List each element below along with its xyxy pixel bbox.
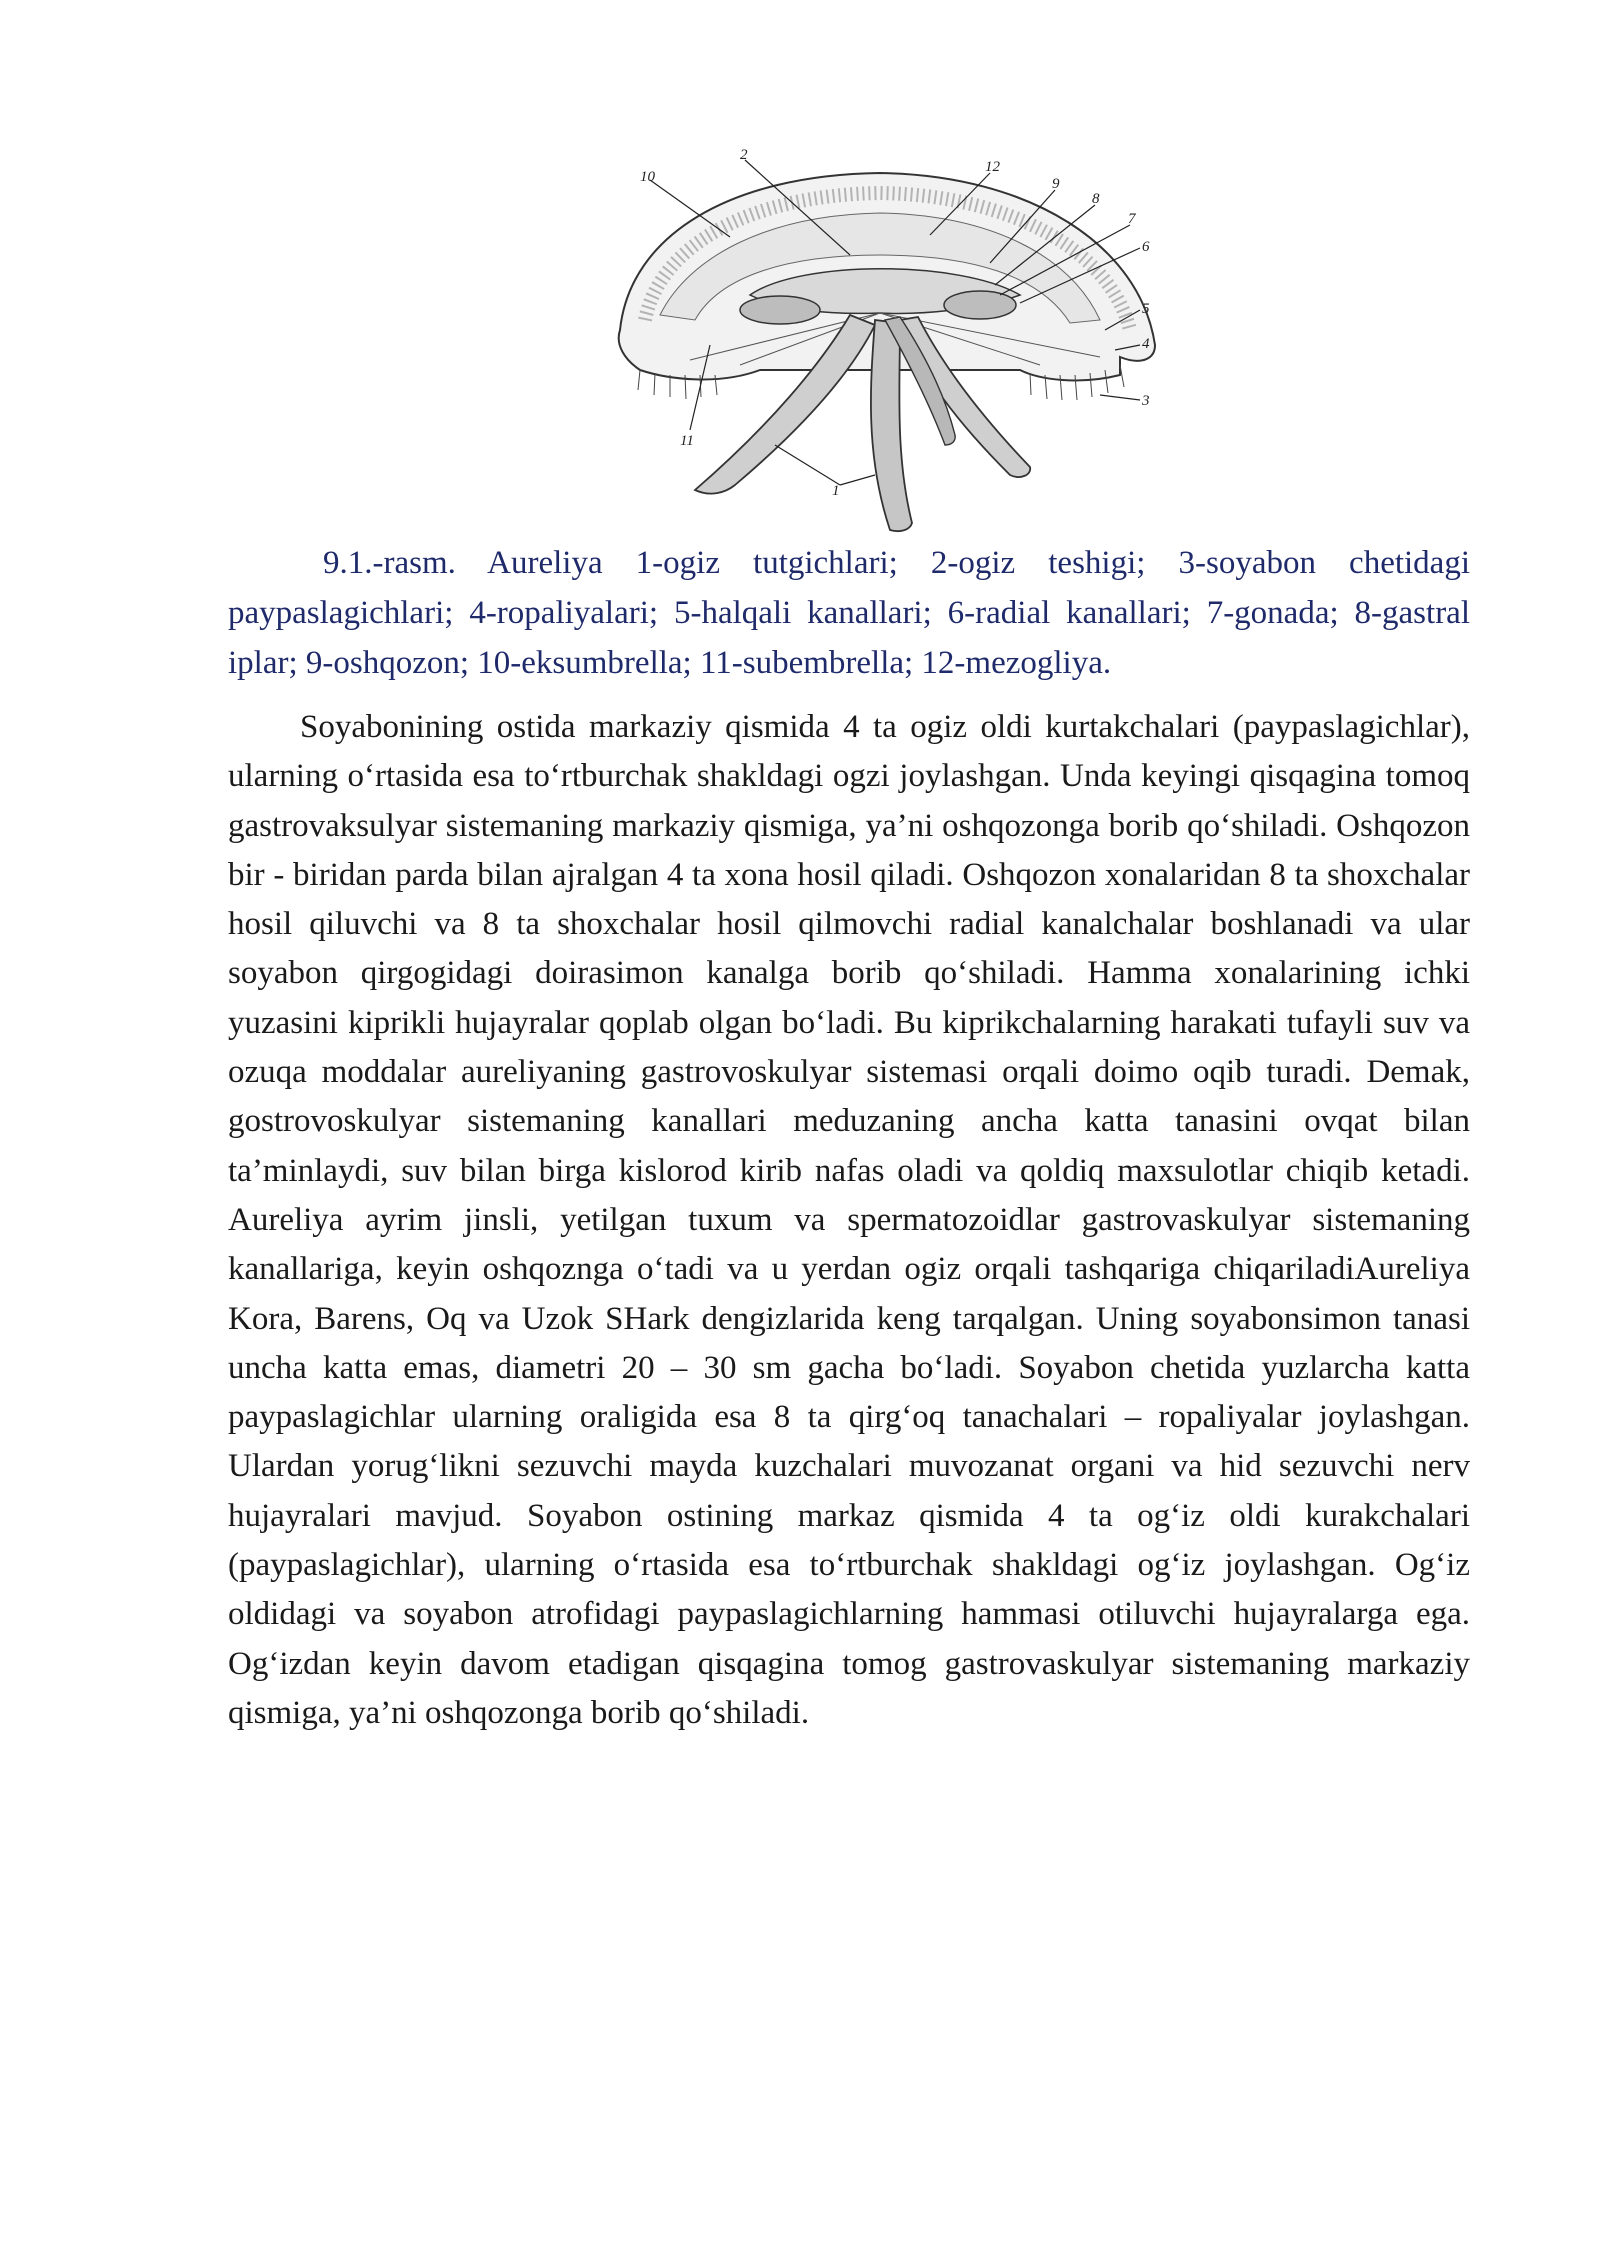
aurelia-illustration xyxy=(600,145,1180,545)
body-paragraph: Soyabonining ostida markaziy qismida 4 ta ogiz oldi kurtakchalari (paypaslagichlar), ularning o‘rtasida esa to‘rtburchak shakldagi ogzi joylashgan. Unda keyingi qisqagina tomoq gastrovaksulyar sistemaning markaziy qismiga, ya’ni oshqozonga borib qo‘shiladi. Oshqozon bir - biridan parda bilan ajralgan 4 ta xona hosil qiladi. Oshqozon xonalaridan 8 ta shoxchalar hosil qiluvchi va 8 ta shoxchalar hosil qilmovchi radial kanalchalar boshlanadi va ular soyabon qirgogidagi doirasimon kanalga borib qo‘shiladi. Hamma xonalarining ichki yuzasini kiprikli hujayralar qoplab olgan bo‘ladi. Bu kiprikchalarning harakati tufayli suv va ozuqa moddalar aureliyaning gastrovoskulyar sistemasi orqali doimo oqib turadi. Demak, gostrovoskulyar sistemaning kanallari meduzaning ancha katta tanasini ovqat bilan ta’minlaydi, suv bilan birga kislorod kirib nafas oladi va qoldiq maxsulotlar chiqib ketadi. Aureliya ayrim jinsli, yetilgan tuxum va spermatozoidlar gastrovaskulyar sistemaning kanallariga, keyin oshqozngа o‘tadi va u yerdan ogiz orqali tashqariga chiqariladiAureliya Kora, Barens, Oq va Uzok SHark dengizlarida keng tarqalgan. Uning soyabonsimon tanasi uncha katta emas, diametri 20 – 30 sm gacha bo‘ladi. Soyabon chetida yuzlarcha katta paypaslagichlar ularning oraligida esa 8 ta qirg‘oq tanachalari – ropaliyalar joylashgan. Ulardan yorug‘likni sezuvchi mayda kuzchalari muvozanat organi va hid sezuvchi nerv hujayralari mavjud. Soyabon ostining markaz qismida 4 ta og‘iz oldi kurakchalari (paypaslagichlar), ularning o‘rtasida esa to‘rtburchak shakldagi og‘iz joylashgan. Og‘iz oldidagi va soyabon atrofidagi paypaslagichlarning hammasi otiluvchi hujayralarga ega. Og‘izdan keyin davom etadigan qisqagina tomog gastrovaskulyar sistemaning markaziy qismiga, ya’ni oshqozonga borib qo‘shiladi. xyxy=(228,709,1470,1731)
fig-label-4: 4 xyxy=(1142,336,1150,352)
fig-label-11: 11 xyxy=(680,433,694,449)
figure-caption: 9.1.-rasm. Aureliya 1-ogiz tutgichlari; 2-ogiz teshigi; 3-soyabon chetidagi paypaslagichlari; 4-ropaliyalari; 5-halqali kanallari; 6-radial kanallari; 7-gonada; 8-gastral iplar; 9-oshqozon; 10-eksumbrella; 11-subembrella; 12-mezogliya. xyxy=(228,545,1470,681)
fig-label-6: 6 xyxy=(1142,239,1150,255)
gonad-right xyxy=(944,291,1016,319)
fig-label-10: 10 xyxy=(640,169,655,185)
fig-label-3: 3 xyxy=(1142,393,1150,409)
fig-label-9: 9 xyxy=(1052,176,1060,192)
aurelia-figure xyxy=(600,145,1180,545)
fig-label-12: 12 xyxy=(985,159,1000,175)
gonad-left xyxy=(740,296,820,324)
fig-label-7: 7 xyxy=(1128,211,1136,227)
fig-label-5: 5 xyxy=(1142,301,1150,317)
fig-label-1: 1 xyxy=(832,483,840,499)
fig-label-8: 8 xyxy=(1092,191,1100,207)
fig-label-2: 2 xyxy=(740,147,748,163)
